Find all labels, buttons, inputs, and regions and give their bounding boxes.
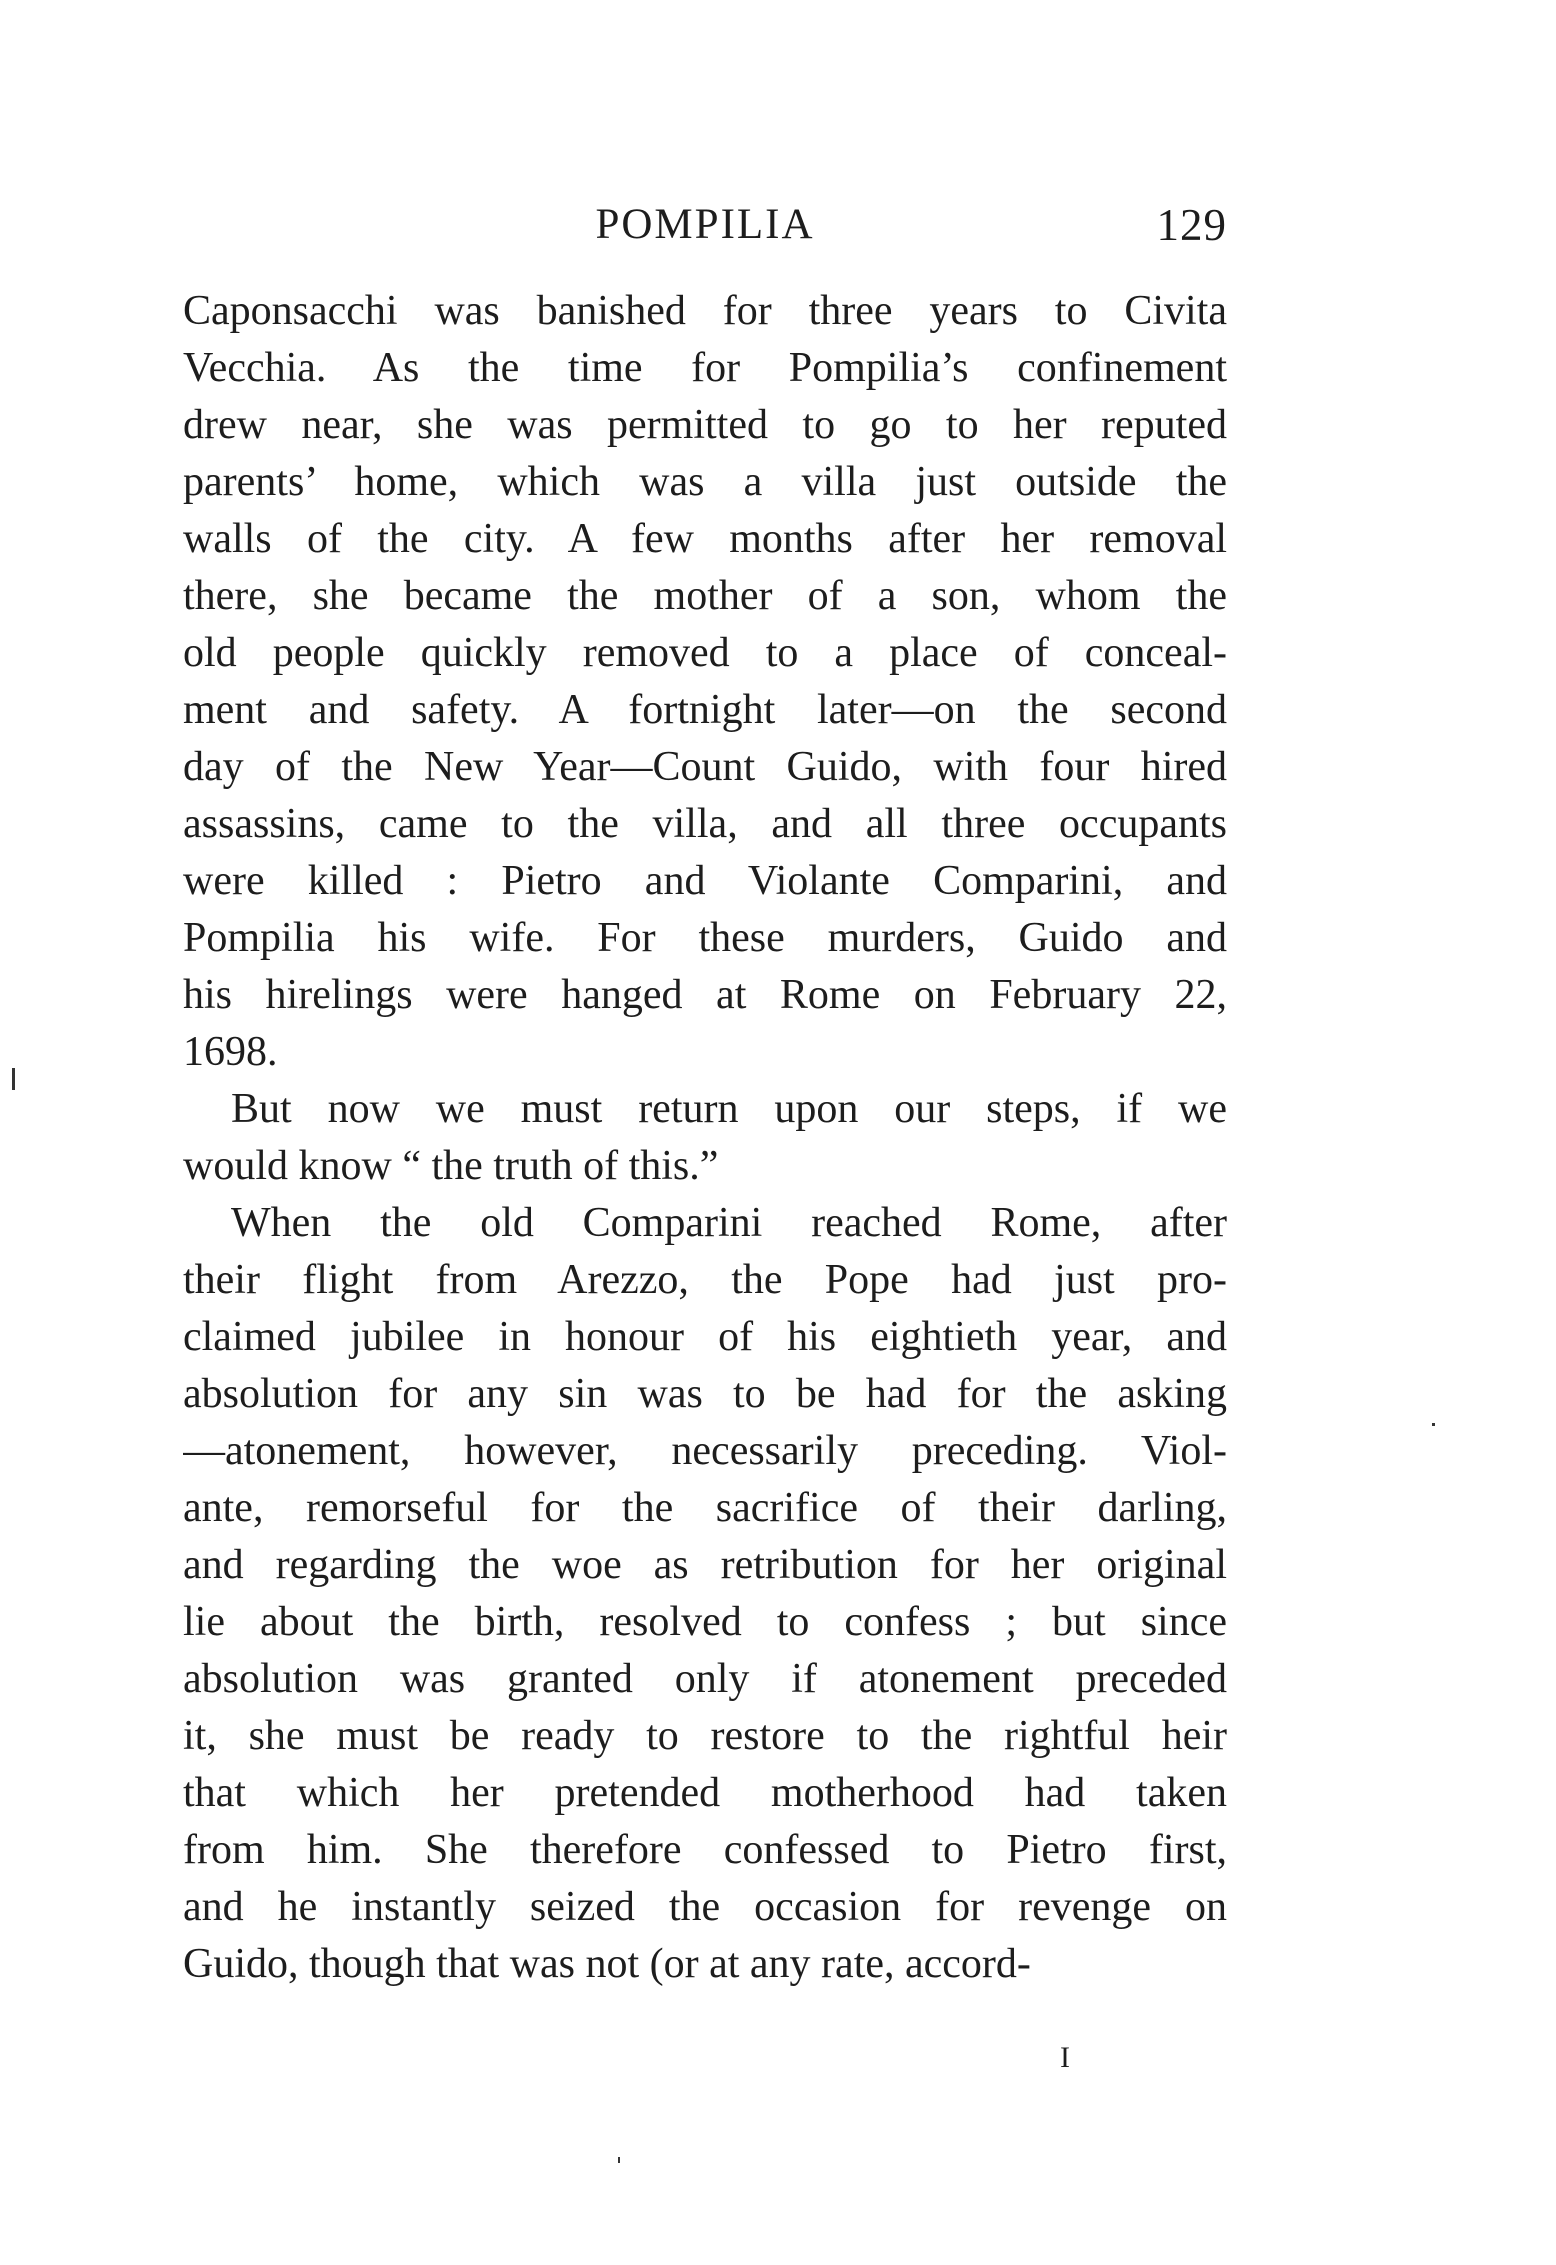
running-head — [183, 195, 1227, 255]
body-text — [183, 283, 1227, 1993]
signature-mark: I — [1060, 2041, 1070, 2074]
margin-speck — [12, 1068, 15, 1090]
text-line: there, she became the mother of a son, whom the — [183, 573, 1227, 619]
page-number: 129 — [1156, 200, 1227, 250]
text-line: claimed jubilee in honour of his eightieth year, and — [183, 1314, 1227, 1360]
text-line: When the old Comparini reached Rome, after — [231, 1200, 1227, 1246]
text-line: But now we must return upon our steps, if we — [231, 1086, 1227, 1132]
text-line: it, she must be ready to restore to the rightful heir — [183, 1713, 1227, 1759]
text-line: drew near, she was permitted to go to her reputed — [183, 402, 1227, 448]
text-line: —atonement, however, necessarily preceding. Viol- — [183, 1428, 1227, 1474]
text-line: his hirelings were hanged at Rome on February 22, — [183, 972, 1227, 1018]
running-title: POMPILIA — [595, 201, 815, 248]
text-line: ante, remorseful for the sacrifice of their darling, — [183, 1485, 1227, 1531]
paragraph — [183, 1195, 1227, 1993]
text-line: and regarding the woe as retribution for her original — [183, 1542, 1227, 1588]
text-line: Caponsacchi was banished for three years to Civita — [183, 288, 1227, 334]
text-line: Guido, though that was not (or at any rate, accord- — [183, 1941, 1031, 1987]
text-line: old people quickly removed to a place of conceal- — [183, 630, 1227, 676]
text-line: assassins, came to the villa, and all three occupants — [183, 801, 1227, 847]
text-line: Pompilia his wife. For these murders, Guido and — [183, 915, 1227, 961]
text-line: ment and safety. A fortnight later—on the second — [183, 687, 1227, 733]
text-line: Vecchia. As the time for Pompilia’s confinement — [183, 345, 1227, 391]
margin-speck — [618, 2157, 620, 2163]
text-line: absolution was granted only if atonement preceded — [183, 1656, 1227, 1702]
text-line: parents’ home, which was a villa just outside the — [183, 459, 1227, 505]
text-line: and he instantly seized the occasion for revenge on — [183, 1884, 1227, 1930]
paragraph — [183, 1081, 1227, 1195]
text-line: their flight from Arezzo, the Pope had just pro- — [183, 1257, 1227, 1303]
text-line: day of the New Year—Count Guido, with four hired — [183, 744, 1227, 790]
paragraph — [183, 283, 1227, 1081]
text-line: 1698. — [183, 1029, 278, 1075]
text-line: that which her pretended motherhood had taken — [183, 1770, 1227, 1816]
text-line: were killed : Pietro and Violante Comparini, and — [183, 858, 1227, 904]
text-line: absolution for any sin was to be had for the asking — [183, 1371, 1227, 1417]
margin-speck — [1432, 1423, 1435, 1426]
text-line: would know “ the truth of this.” — [183, 1143, 719, 1189]
text-line: from him. She therefore confessed to Pietro first, — [183, 1827, 1227, 1873]
text-line: walls of the city. A few months after her removal — [183, 516, 1227, 562]
text-line: lie about the birth, resolved to confess ; but since — [183, 1599, 1227, 1645]
